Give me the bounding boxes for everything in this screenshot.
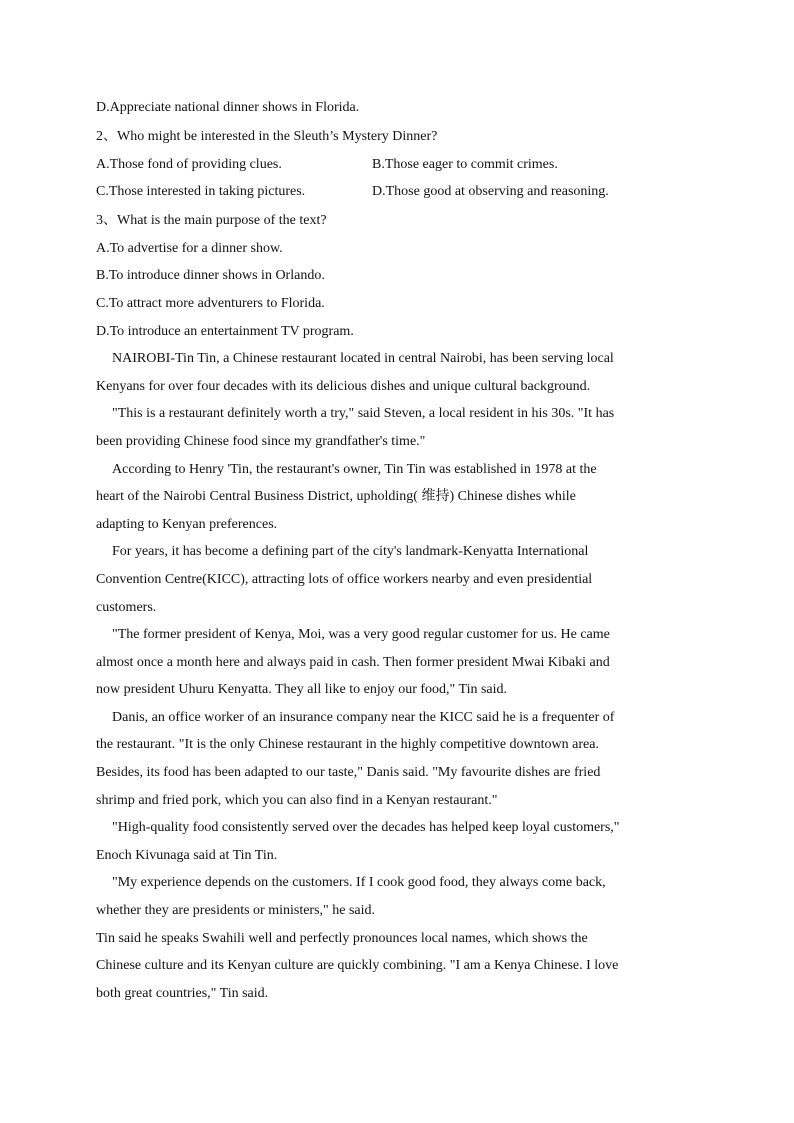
passage-paragraph-6: Danis, an office worker of an insurance company near the KICC said he is a frequenter of the restaurant. "It is the only Chinese restaurant in the highly competitive downtown area. Besides, its food has been adapted to our taste," Danis said. "My favourite dishes are fried shrimp and fried pork, which you can also find in a Kenyan restaurant." bbox=[96, 709, 615, 808]
q2-options-row-2 bbox=[96, 178, 696, 206]
q3-option-c: C.To attract more adventurers to Florida. bbox=[96, 295, 325, 311]
passage-paragraph-5: "The former president of Kenya, Moi, was a very good regular customer for us. He came almost once a month here and always paid in cash. Then former president Mwai Kibaki and now president Uhuru Kenyatta. They all like to enjoy our food," Tin said. bbox=[96, 627, 610, 698]
passage-paragraph-1: NAIROBI-Tin Tin, a Chinese restaurant located in central Nairobi, has been serving local Kenyans for over four decades with its delicious dishes and unique cultural background. bbox=[96, 351, 614, 394]
passage-paragraph-9: Tin said he speaks Swahili well and perfectly pronounces local names, which shows the Chinese culture and its Kenyan culture are quickly combining. "I am a Kenya Chinese. I love both great countries," Tin said. bbox=[96, 930, 619, 1001]
q3-option-b: B.To introduce dinner shows in Orlando. bbox=[96, 268, 325, 284]
q2-option-d: D.Those good at observing and reasoning. bbox=[372, 184, 609, 200]
q3-option-d: D.To introduce an entertainment TV program. bbox=[96, 323, 354, 339]
q2-option-b: B.Those eager to commit crimes. bbox=[372, 156, 558, 172]
q2-option-a: A.Those fond of providing clues. bbox=[96, 156, 282, 172]
passage-paragraph-4: For years, it has become a defining part of the city's landmark-Kenyatta International Convention Centre(KICC), attracting lots of office workers nearby and even presidential customers. bbox=[96, 544, 593, 615]
passage-paragraph-7: "High-quality food consistently served over the decades has helped keep loyal customers," Enoch Kivunaga said at Tin Tin. bbox=[96, 820, 620, 863]
q2-option-c: C.Those interested in taking pictures. bbox=[96, 184, 306, 200]
q2-options-row-1 bbox=[96, 151, 696, 179]
passage-paragraph-2: "This is a restaurant definitely worth a try," said Steven, a local resident in his 30s. "It has been providing Chinese food since my grandfather's time." bbox=[96, 406, 615, 449]
passage-paragraph-8: "My experience depends on the customers. If I cook good food, they always come back, whether they are presidents or ministers," he said. bbox=[96, 875, 606, 919]
passage-paragraph-3: According to Henry 'Tin, the restaurant's owner, Tin Tin was established in 1978 at the heart of the Nairobi Central Business District, upholding( 维持) Chinese dishes while adapting to Kenyan preferences. bbox=[96, 461, 597, 532]
q2-question: 2、Who might be interested in the Sleuth’s Mystery Dinner? bbox=[96, 128, 438, 144]
document-page bbox=[96, 94, 696, 1007]
q3-question: 3、What is the main purpose of the text? bbox=[96, 212, 327, 228]
q1-option-d: D.Appreciate national dinner shows in Florida. bbox=[96, 100, 360, 115]
q3-option-a: A.To advertise for a dinner show. bbox=[96, 240, 283, 256]
